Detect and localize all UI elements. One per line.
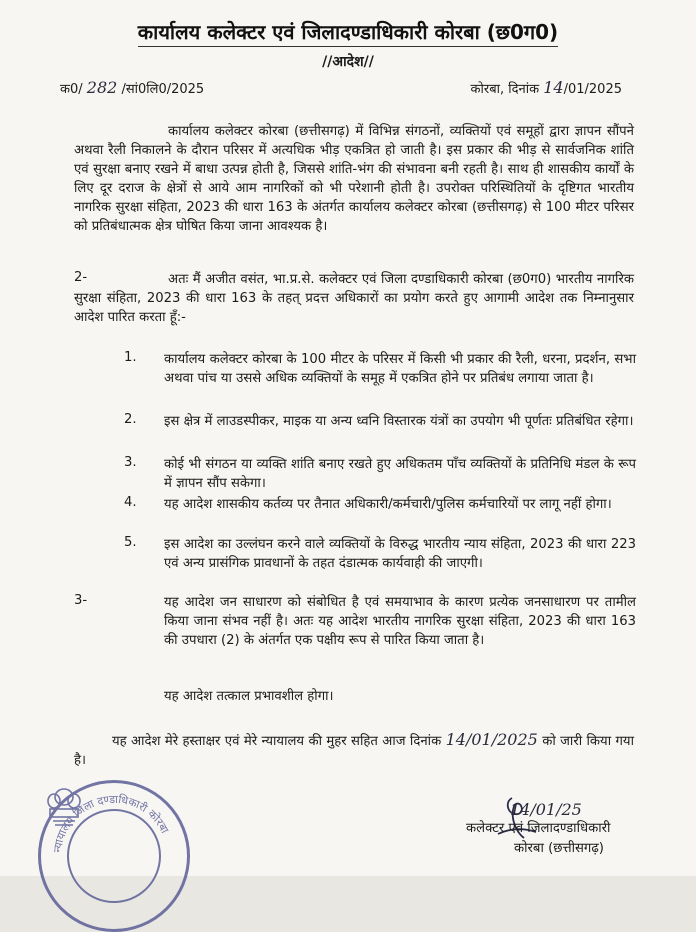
paragraph-2-number: 2- <box>74 270 88 285</box>
paragraph-2: अतः मैं अजीत वसंत, भा.प्र.से. कलेक्टर एवं जिला दण्डाधिकारी कोरबा (छ0ग0) भारतीय नागरिक सुरक्षा संहिता, 2023 की धारा 163 के तहत् प्रदत्त अधिकारों का प्रयोग करते हुए आगामी आदेश तक निम्नानुसार आदेश पारित करता हूँ:- <box>74 272 634 325</box>
date-suffix: /01/2025 <box>563 82 622 97</box>
seal-text: न्यायालय जिला दण्डाधिकारी कोरबा <box>51 792 172 854</box>
issue-date <box>471 78 622 97</box>
paragraph-3-number: 3- <box>74 593 88 608</box>
item-4-number: 4. <box>124 495 137 510</box>
court-seal <box>38 780 190 932</box>
paragraph-4-text: यह आदेश मेरे हस्ताक्षर एवं मेरे न्यायालय की मुहर सहित आज दिनांक <box>112 734 442 749</box>
office-title: कार्यालय कलेक्टर एवं जिलादण्डाधिकारी कोरबा (छ0ग0) <box>0 18 696 45</box>
item-3-text: कोई भी संगठन या व्यक्ति शांति बनाए रखते हुए अधिकतम पाँच व्यक्तियों के प्रतिनिधि मंडल के रूप में ज्ञापन सौंप सकेगा। <box>164 457 636 491</box>
signatory-place: कोरबा (छत्तीसगढ़) <box>514 841 604 856</box>
date-day-handwritten: 14 <box>543 78 564 97</box>
reference-number <box>60 78 204 97</box>
paragraph-4-date-handwritten: 14/01/2025 <box>445 730 538 749</box>
item-2-text: इस क्षेत्र में लाउडस्पीकर, माइक या अन्य ध्वनि विस्तारक यंत्रों का उपयोग भी पूर्णतः प्रतिबंधित रहेगा। <box>164 414 634 429</box>
date-prefix: कोरबा, दिनांक <box>470 82 540 97</box>
ref-suffix: /सां0लि0/2025 <box>121 82 205 97</box>
paragraph-4 <box>74 730 634 770</box>
item-4-text: यह आदेश शासकीय कर्तव्य पर तैनात अधिकारी/कर्मचारी/पुलिस कर्मचारियों पर लागू नहीं होगा। <box>164 497 612 512</box>
effective-statement: यह आदेश तत्काल प्रभावशील होगा। <box>164 689 334 704</box>
item-3-number: 3. <box>124 455 137 470</box>
item-1-text: कार्यालय कलेक्टर कोरबा के 100 मीटर के परिसर में किसी भी प्रकार की रैली, धरना, प्रदर्शन, सभा अथवा पांच या उससे अधिक व्यक्तियों के समूह में एकत्रित होने पर प्रतिबंध लगाया जाता है। <box>164 352 636 386</box>
item-5-number: 5. <box>124 535 137 550</box>
paragraph-1: कार्यालय कलेक्टर कोरबा (छत्तीसगढ़) में विभिन्न संगठनों, व्यक्तियों एवं समूहों द्वारा ज्ञापन सौंपने अथवा रैली निकालने के दौरान परिसर में अत्यधिक भीड़ एकत्रित हो जाती है। इस प्रकार की भीड़ से सार्वजनिक शांति एवं सुरक्षा बनाए रखने में बाधा उत्पन्न होती है, जिससे शांति-भंग की संभावना बनी रहती है। साथ ही शासकीय कार्यों के लिए दूर दराज के क्षेत्रों से आये आम नागरिकों को भी परेशानी होती है। उपरोक्त परिस्थितियों के दृष्टिगत भारतीय नागरिक सुरक्षा संहिता, 2023 की धारा 163 के अंतर्गत कार्यालय कलेक्टर कोरबा (छत्तीसगढ़) से 100 मीटर परिसर को प्रतिबंधात्मक क्षेत्र घोषित किया जाना आवश्यक है। <box>74 124 634 234</box>
paragraph-3: यह आदेश जन साधारण को संबोधित है एवं समयाभाव के कारण प्रत्येक जनसाधारण पर तामील किया जाना संभव नहीं है। अतः यह आदेश भारतीय नागरिक सुरक्षा संहिता, 2023 की धारा 163 की उपधारा (2) के अंतर्गत एक पक्षीय रूप से पारित किया जाता है। <box>164 595 636 648</box>
state-emblem-icon <box>41 783 87 833</box>
order-label: //आदेश// <box>322 54 374 70</box>
ref-number-handwritten: 282 <box>86 78 118 97</box>
item-2-number: 2. <box>124 412 137 427</box>
ref-prefix: क0/ <box>60 82 83 97</box>
paragraph-4-end: को जारी किया गया है। <box>74 734 634 768</box>
signatory-designation: कलेक्टर एवं जिलादण्डाधिकारी <box>466 821 611 836</box>
signature-date-handwritten: 14/01/25 <box>510 800 582 819</box>
item-5-text: इस आदेश का उल्लंघन करने वाले व्यक्तियों के विरुद्ध भारतीय न्याय संहिता, 2023 की धारा 223 एवं अन्य प्रासंगिक प्रावधानों के तहत दंडात्मक कार्यवाही की जाएगी। <box>164 537 636 571</box>
item-1-number: 1. <box>124 350 137 365</box>
